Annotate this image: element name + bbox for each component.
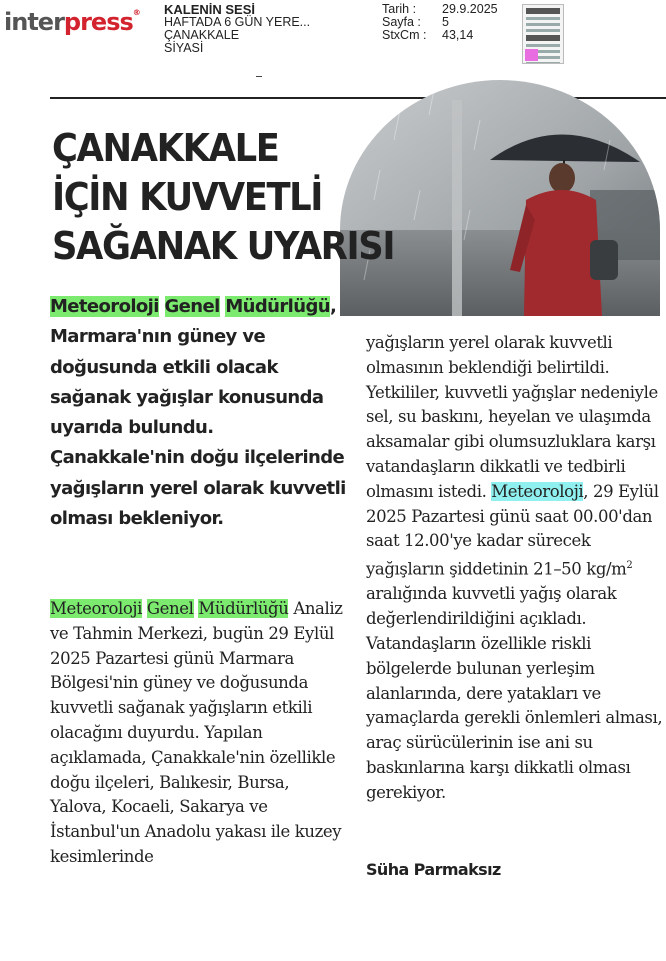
publication-name: KALENİN SESİ [164, 2, 256, 17]
article-column-2 [366, 331, 666, 806]
column-2-text: yağışların yerel olarak kuvvetli olmasının beklendiği belirtildi. Yetkililer, kuvvetli yağışlar nedeniyle sel, su baskını, heyelan ve ulaşımda aksamalar gibi olumsuzluklara karşı vatandaşların dikkatli ve tedbirli olmasını istedi. [366, 333, 658, 501]
registered-mark: ® [132, 8, 140, 17]
highlighted-keyword: Meteoroloji [50, 599, 143, 618]
logo-text: inter [4, 8, 64, 36]
highlighted-keyword: Meteoroloji [50, 296, 159, 317]
publication-city: ÇANAKKALE [164, 28, 240, 42]
highlighted-keyword: Genel [164, 296, 220, 317]
superscript: 2 [626, 560, 633, 572]
headline-line: SAĞANAK UYARISI [52, 224, 395, 268]
publication-category: SİYASİ [164, 41, 204, 55]
divider-tick [256, 70, 262, 77]
clipping-location-marker [525, 49, 538, 61]
highlighted-keyword: Müdürlüğü [225, 296, 330, 317]
publication-info [164, 3, 310, 55]
clipping-meta [382, 3, 498, 42]
page-thumbnail[interactable] [522, 4, 564, 64]
headline-line: İÇİN KUVVETLİ [52, 175, 323, 219]
date-label: Tarih : [382, 2, 417, 16]
page-value: 5 [442, 15, 449, 29]
highlighted-keyword: Müdürlüğü [198, 599, 289, 618]
column-2-text: , 29 Eylül 2025 Pazartesi günü saat 00.00'dan saat 12.00'ye kadar sürecek yağışların şiddetinin 21–50 kg/m [366, 481, 659, 579]
logo-accent-text: press [63, 8, 133, 36]
column-1-text: Analiz ve Tahmin Merkezi, bugün 29 Eylül 2025 Pazartesi günü Marmara Bölgesi'nin güney ve doğusunda kuvvetli sağanak yağışların etkili olacağını duyurdu. Yapılan açıklamada, Çanakkale'nin özellikle doğu ilçeleri, Balıkesir, Bursa, Yalova, Kocaeli, Sakarya ve İstanbul'un Anadolu yakası ile kuzey kesimlerinde [50, 599, 343, 866]
interpress-logo [4, 8, 140, 36]
highlighted-keyword: Meteoroloji [491, 481, 584, 501]
article-column-1 [50, 597, 350, 870]
column-2-text: aralığında kuvvetli yağış olarak değerlendirildiğini açıkladı. Vatandaşların özellikle riskli bölgelerde bulunan yerleşim alanlarında, dere yatakları ve yamaçlarda gerekli önlemleri alması, araç sürücülerinin ise ani su baskınlarına karşı dikkatli olması gerekiyor. [366, 584, 663, 802]
article-headline [52, 124, 405, 271]
stxcm-label: StxCm : [382, 28, 427, 42]
date-value: 29.9.2025 [442, 2, 498, 16]
article-author: Süha Parmaksız [366, 860, 501, 879]
stxcm-value: 43,14 [442, 28, 474, 42]
headline-line: ÇANAKKALE [52, 126, 279, 170]
article-lead [50, 292, 350, 534]
page-label: Sayfa : [382, 15, 421, 29]
highlighted-keyword: Genel [146, 599, 194, 618]
lead-text: , Marmara'nın güney ve doğusunda etkili olacak sağanak yağışlar konusunda uyarıda bulundu. Çanakkale'nin doğu ilçelerinde yağışların yerel olarak kuvvetli olması bekleniyor. [50, 296, 346, 530]
publication-frequency: HAFTADA 6 GÜN YERE... [164, 15, 311, 29]
stxcm-row [382, 29, 498, 42]
